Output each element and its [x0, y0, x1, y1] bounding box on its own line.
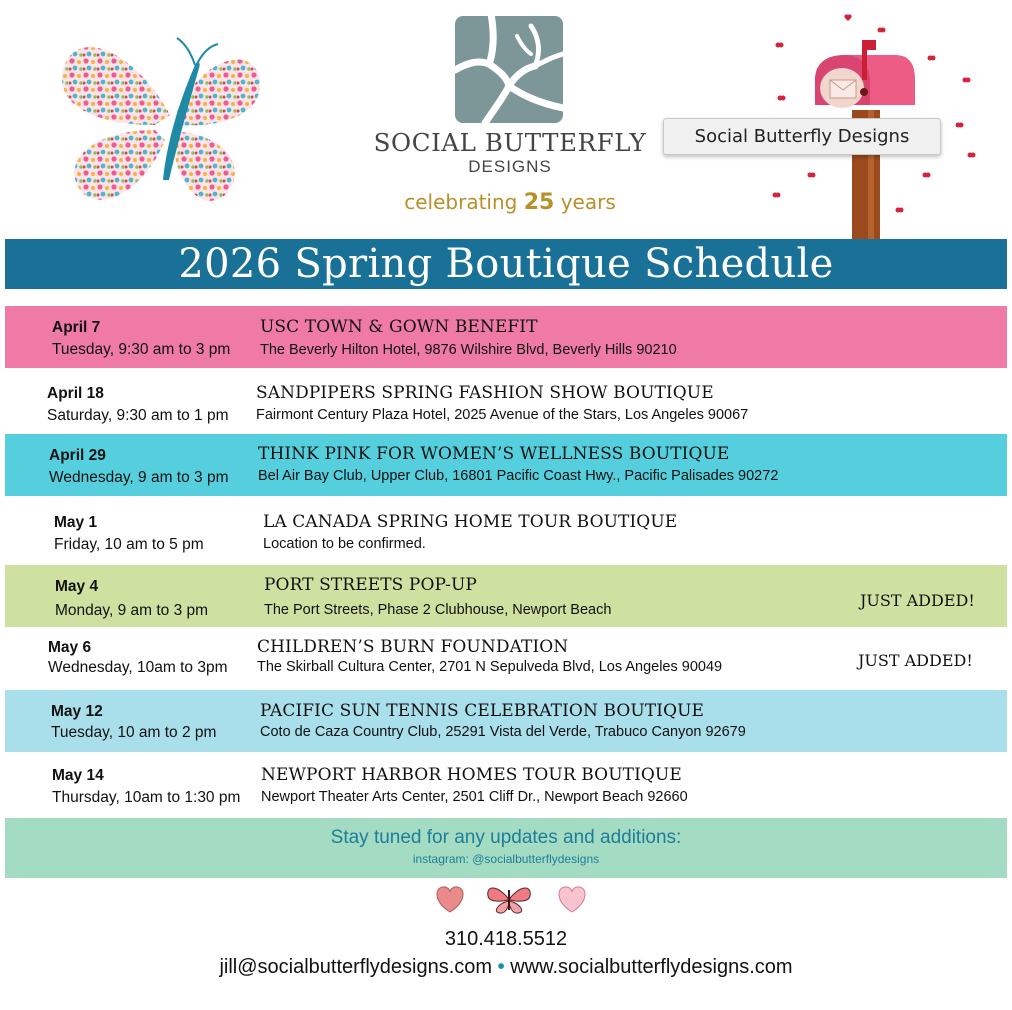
event-date: May 1	[54, 514, 98, 531]
event-location: Fairmont Century Plaza Hotel, 2025 Avenue of the Stars, Los Angeles 90067	[256, 407, 749, 423]
footer-decoration	[430, 880, 590, 918]
brand-subtitle: DESIGNS	[468, 157, 552, 176]
event-row	[5, 754, 1007, 816]
event-row	[5, 565, 1007, 627]
event-row	[5, 501, 1007, 563]
stay-tuned-text: Stay tuned for any updates and additions:	[330, 827, 682, 848]
event-location: The Port Streets, Phase 2 Clubhouse, Newport Beach	[264, 602, 612, 618]
event-row	[5, 690, 1007, 752]
event-name: LA CANADA SPRING HOME TOUR BOUTIQUE	[263, 512, 678, 532]
event-time: Wednesday, 10am to 3pm	[48, 659, 228, 676]
event-name: THINK PINK FOR WOMEN’S WELLNESS BOUTIQUE	[258, 444, 730, 464]
event-name: USC TOWN & GOWN BENEFIT	[260, 317, 538, 337]
event-time: Friday, 10 am to 5 pm	[54, 536, 204, 553]
event-location: The Beverly Hilton Hotel, 9876 Wilshire Blvd, Beverly Hills 90210	[260, 342, 677, 358]
event-name: NEWPORT HARBOR HOMES TOUR BOUTIQUE	[261, 765, 682, 785]
event-time: Tuesday, 9:30 am to 3 pm	[52, 341, 231, 358]
event-location: Location to be confirmed.	[263, 536, 426, 552]
just-added-badge: JUST ADDED!	[860, 591, 975, 610]
event-row	[5, 434, 1007, 496]
email-address: jill@socialbutterflydesigns.com	[219, 956, 493, 978]
anniversary-tagline	[300, 190, 720, 215]
contact-line	[0, 956, 1012, 979]
tagline-number: 25	[523, 190, 555, 215]
event-date: April 7	[52, 319, 101, 336]
instagram-handle: instagram: @socialbutterflydesigns	[412, 852, 600, 866]
event-date: April 18	[47, 385, 104, 402]
event-name: SANDPIPERS SPRING FASHION SHOW BOUTIQUE	[256, 383, 714, 403]
heart-outline-icon	[559, 887, 585, 912]
tagline-prefix: celebrating	[404, 190, 524, 214]
event-date: May 14	[52, 767, 104, 784]
event-location: Bel Air Bay Club, Upper Club, 16801 Pacific Coast Hwy., Pacific Palisades 90272	[258, 468, 779, 484]
phone-number: 310.418.5512	[444, 928, 568, 950]
brand-name: SOCIAL BUTTERFLY	[373, 128, 647, 157]
event-time: Thursday, 10am to 1:30 pm	[52, 789, 241, 806]
event-row	[5, 628, 1007, 690]
tagline-suffix: years	[554, 190, 616, 214]
butterfly-logo-icon	[455, 16, 563, 123]
schedule-title: 2026 Spring Boutique Schedule	[5, 239, 1007, 289]
event-location: Coto de Caza Country Club, 25291 Vista del Verde, Trabuco Canyon 92679	[260, 724, 746, 740]
website-url: www.socialbutterflydesigns.com	[510, 956, 793, 978]
event-location: Newport Theater Arts Center, 2501 Cliff Dr., Newport Beach 92660	[261, 789, 688, 805]
event-location: The Skirball Cultura Center, 2701 N Sepulveda Blvd, Los Angeles 90049	[257, 659, 723, 675]
event-time: Saturday, 9:30 am to 1 pm	[47, 407, 229, 424]
event-row	[5, 372, 1007, 434]
event-date: May 12	[51, 703, 103, 720]
updates-banner	[5, 818, 1007, 878]
event-date: May 6	[48, 639, 92, 656]
event-time: Wednesday, 9 am to 3 pm	[49, 469, 229, 486]
event-name: CHILDREN’S BURN FOUNDATION	[257, 637, 569, 657]
separator-dot: •	[497, 956, 505, 978]
butterfly-icon	[488, 888, 531, 913]
event-date: May 4	[55, 578, 99, 595]
event-row	[5, 306, 1007, 368]
event-name: PORT STREETS POP-UP	[264, 575, 477, 595]
event-time: Monday, 9 am to 3 pm	[55, 602, 209, 619]
floral-butterfly-illustration	[55, 30, 270, 215]
event-date: April 29	[49, 447, 106, 464]
event-name: PACIFIC SUN TENNIS CELEBRATION BOUTIQUE	[260, 701, 705, 721]
heart-icon	[437, 887, 463, 912]
just-added-badge: JUST ADDED!	[858, 651, 973, 670]
event-time: Tuesday, 10 am to 2 pm	[51, 724, 217, 741]
hover-tooltip: Social Butterfly Designs	[663, 118, 941, 155]
